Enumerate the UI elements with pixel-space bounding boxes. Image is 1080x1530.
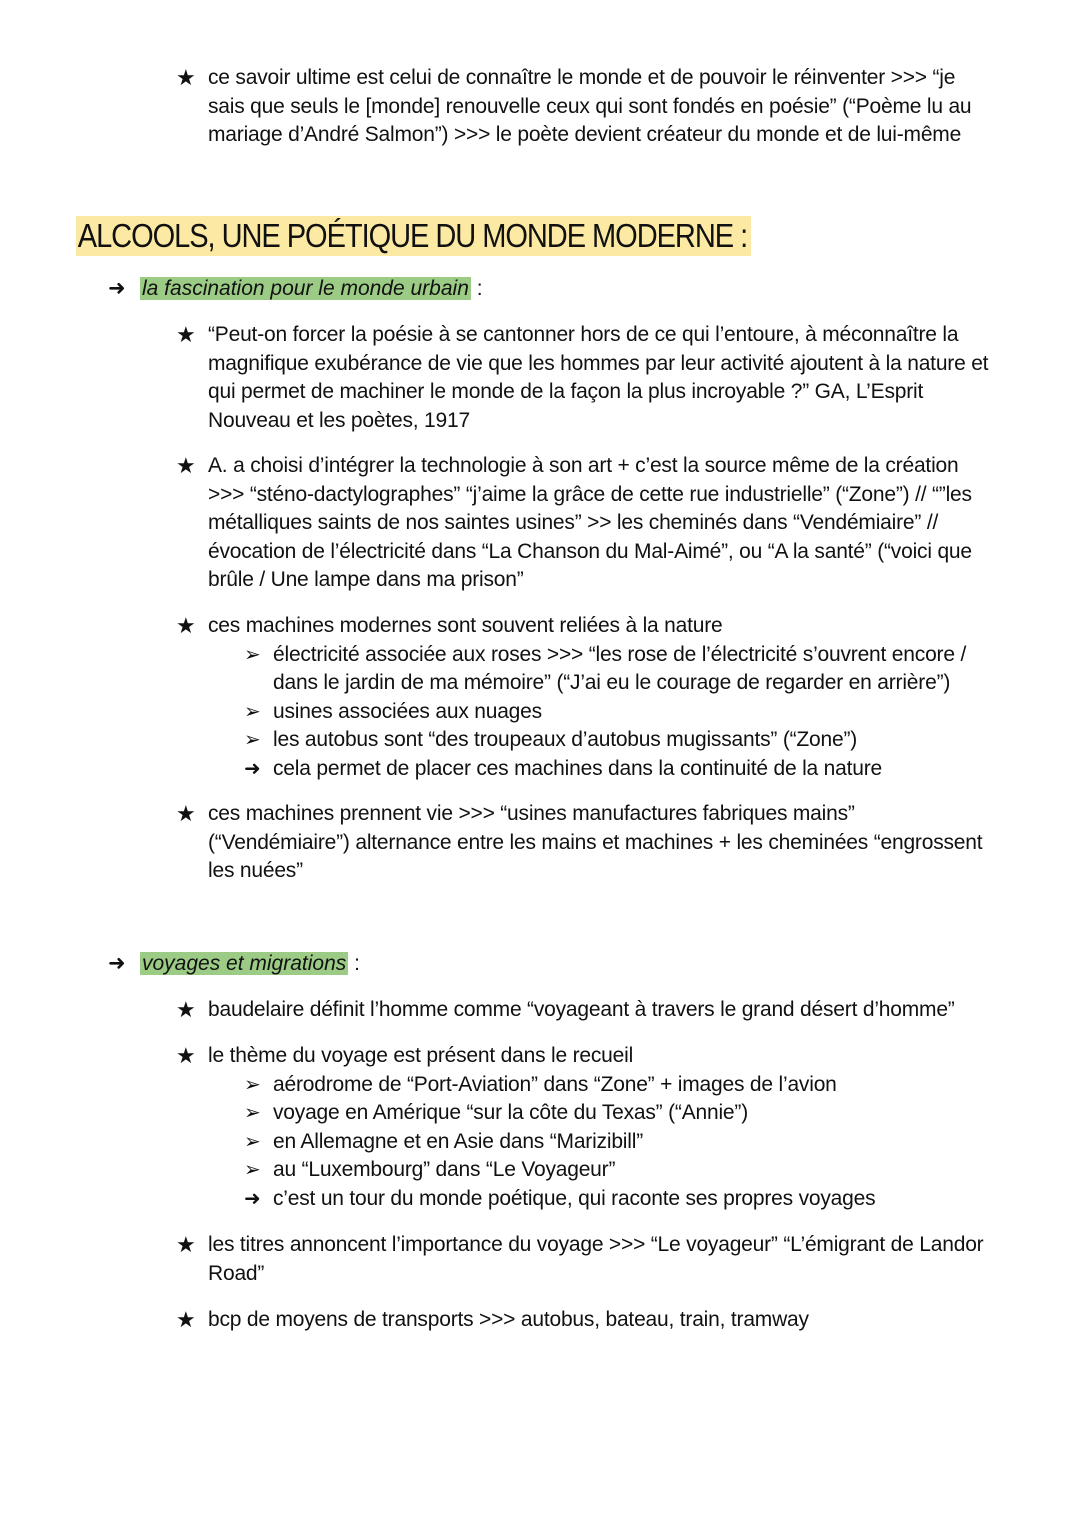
text-line: aérodrome de “Port-Aviation” dans “Zone” + images de l’avion [273,1072,837,1096]
bullet-item [176,452,1006,595]
arrow-icon: ➜ [244,1187,261,1210]
star-bullet-icon: ★ [176,453,196,478]
star-bullet-icon: ★ [176,65,196,90]
text-line: c’est un tour du monde poétique, qui raconte ses propres voyages [273,1186,876,1210]
arrow-icon: ➜ [108,277,126,300]
text-line: “Peut-on forcer la poésie à se cantonner hors de ce qui l’entoure, à méconnaître la [208,323,959,346]
section-title: ALCOOLS, UNE POÉTIQUE DU MONDE MODERNE : [76,216,751,256]
sub-item-conclusion [208,755,1006,784]
star-bullet-icon: ★ [176,1043,196,1068]
text-line: usines associées aux nuages [273,699,542,723]
triangle-bullet-icon: ➢ [244,729,261,752]
text-line: ce savoir ultime est celui de connaître le monde et de pouvoir le réinventer >>> “je [208,66,956,89]
bullet-item [176,1231,1006,1288]
bullet-item [176,1306,1006,1335]
arrow-icon: ➜ [108,952,126,975]
star-bullet-icon: ★ [176,997,196,1022]
sub-item [208,1128,1006,1157]
sub-item [208,698,1006,727]
text-line: sais que seuls le [monde] renouvelle ceux qui sont fondés en poésie” (“Poème lu au [208,94,972,118]
star-bullet-icon: ★ [176,613,196,638]
triangle-bullet-icon: ➢ [244,1159,261,1182]
sub-item-conclusion [208,1185,1006,1214]
bullet-item [176,996,1006,1025]
star-bullet-icon: ★ [176,1232,196,1257]
sub-list [208,1071,1006,1214]
triangle-bullet-icon: ➢ [244,1073,261,1096]
highlighted-heading: la fascination pour le monde urbain [142,277,469,300]
text-line: mariage d’André Salmon”) >>> le poète devient créateur du monde et de lui-même [208,123,962,147]
star-bullet-icon: ★ [176,801,196,826]
heading-suffix: : [470,277,483,300]
text-line: ces machines prennent vie >>> “usines manufactures fabriques mains” [208,802,855,825]
text-line: magnifique exubérance de vie que les hommes par leur activité ajoutent à la nature et [208,351,989,375]
text-line: les autobus sont “des troupeaux d’autobus mugissants” (“Zone”) [273,728,858,752]
text-line: brûle / Une lampe dans ma prison” [208,568,524,592]
triangle-bullet-icon: ➢ [244,1102,261,1125]
text-line: évocation de l’électricité dans “La Chanson du Mal-Aimé”, ou “A la santé” (“voici que [208,539,972,563]
text-line: voyage en Amérique “sur la côte du Texas” (“Annie”) [273,1101,748,1125]
text-line: baudelaire définit l’homme comme “voyageant à travers le grand désert d’homme” [208,998,955,1021]
sub-item [208,1156,1006,1185]
triangle-bullet-icon: ➢ [244,643,261,666]
bullet-item [176,321,1006,435]
text-line: qui permet de machiner le monde de la façon la plus incroyable ?” GA, L’Esprit [208,380,924,404]
text-line: métalliques saints de nos saintes usines” >> les cheminés dans “Vendémiaire” // [208,511,939,535]
text-line: bcp de moyens de transports >>> autobus, bateau, train, tramway [208,1308,809,1331]
text-line: en Allemagne et en Asie dans “Marizibill” [273,1129,643,1153]
sub-item [208,1071,1006,1100]
bullet-item [176,1042,1006,1214]
subheading-urban [108,275,483,303]
sub-item [208,726,1006,755]
subheading-voyages [108,950,360,978]
sub-item [208,1099,1006,1128]
star-bullet-icon: ★ [176,1307,196,1332]
text-line: dans le jardin de ma mémoire” (“J’ai eu le courage de regarder en arrière”) [273,671,951,695]
triangle-bullet-icon: ➢ [244,1130,261,1153]
text-line: cela permet de placer ces machines dans la continuité de la nature [273,756,882,780]
text-line: au “Luxembourg” dans “Le Voyageur” [273,1158,616,1182]
highlighted-heading: voyages et migrations [142,952,347,975]
bullet-item [176,800,1006,886]
heading-suffix: : [348,952,360,975]
text-line: Nouveau et les poètes, 1917 [208,408,470,432]
text-line: les nuées” [208,859,303,883]
text-line: >>> “sténo-dactylographes” “j’aime la grâce de cette rue industrielle” (“Zone”) // “”les [208,482,972,506]
star-bullet-icon: ★ [176,322,196,347]
text-line: le thème du voyage est présent dans le recueil [208,1044,634,1067]
text-line: Road” [208,1261,265,1285]
intro-bullet [176,64,1006,150]
text-line: (“Vendémiaire”) alternance entre les mains et machines + les cheminées “engrossent [208,830,983,854]
text-line: A. a choisi d’intégrer la technologie à son art + c’est la source même de la création [208,454,959,477]
text-line: électricité associée aux roses >>> “les rose de l’électricité s’ouvrent encore / [273,642,967,666]
triangle-bullet-icon: ➢ [244,700,261,723]
bullet-item [176,612,1006,784]
text-line: ces machines modernes sont souvent reliées à la nature [208,614,723,637]
text-line: les titres annoncent l’importance du voyage >>> “Le voyageur” “L’émigrant de Landor [208,1233,984,1256]
sub-item [208,641,1006,698]
sub-list [208,641,1006,784]
arrow-icon: ➜ [244,757,261,780]
